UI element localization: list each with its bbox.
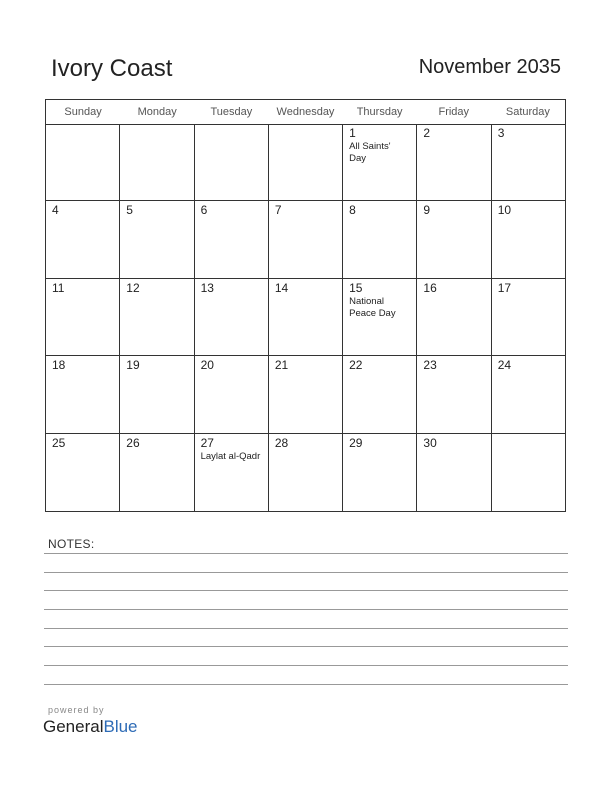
weekday-tuesday: Tuesday [210, 106, 253, 118]
day-number: 30 [423, 435, 437, 450]
powered-by-text: powered by [48, 705, 105, 715]
weekday-monday: Monday [137, 106, 177, 118]
day-cell [46, 279, 120, 355]
day-cell [417, 434, 491, 511]
holiday-label: Laylat al-Qadr [200, 450, 261, 462]
day-number: 15 [349, 280, 363, 295]
notes-label: NOTES: [48, 537, 95, 551]
day-cell [343, 434, 417, 511]
day-number: 26 [126, 435, 140, 450]
day-cell [120, 201, 194, 277]
weekday-header [46, 100, 565, 125]
day-number: 19 [126, 358, 140, 373]
day-cell [120, 124, 194, 200]
note-line [44, 590, 568, 591]
week-row [46, 434, 565, 511]
day-cell [269, 124, 343, 200]
day-cell [120, 356, 194, 432]
week-row [46, 201, 565, 278]
day-number: 3 [497, 126, 505, 140]
day-cell [492, 124, 565, 200]
note-line [44, 665, 568, 666]
day-cell [417, 279, 491, 355]
day-number: 21 [274, 358, 289, 373]
day-number: 16 [423, 280, 437, 295]
note-line [44, 553, 568, 554]
brand-general: General [43, 717, 104, 736]
day-cell [46, 434, 120, 511]
day-cell [343, 201, 417, 277]
brand-blue: Blue [103, 717, 138, 736]
day-cell [417, 124, 491, 200]
day-cell [46, 201, 120, 277]
day-number: 4 [52, 203, 59, 218]
day-cell [269, 356, 343, 432]
day-cell [343, 279, 417, 355]
day-number: 5 [126, 203, 133, 218]
month-year-title: November 2035 [418, 56, 561, 78]
note-line [44, 646, 568, 647]
day-number: 8 [349, 203, 356, 218]
weekday-saturday: Saturday [505, 106, 550, 118]
day-cell [269, 434, 343, 511]
day-cell [492, 201, 565, 277]
day-number: 13 [200, 280, 214, 295]
day-number: 10 [497, 203, 512, 218]
day-number: 6 [200, 203, 208, 218]
day-number: 17 [497, 280, 512, 295]
day-cell [492, 279, 565, 355]
week-row [46, 356, 565, 433]
days-grid [46, 124, 565, 511]
day-cell [46, 124, 120, 200]
country-title: Ivory Coast [51, 55, 173, 82]
day-number: 28 [274, 435, 289, 450]
day-cell [195, 124, 269, 200]
day-number: 14 [274, 280, 289, 295]
day-number: 12 [126, 280, 140, 295]
day-number: 27 [200, 435, 214, 450]
note-line [44, 609, 568, 610]
day-cell [492, 356, 565, 432]
day-number: 1 [349, 126, 356, 140]
day-number: 9 [423, 203, 431, 218]
day-number: 22 [349, 358, 363, 373]
day-cell [195, 279, 269, 355]
day-cell [417, 356, 491, 432]
weekday-thursday: Thursday [356, 106, 403, 118]
calendar-grid [45, 99, 566, 512]
day-cell [269, 279, 343, 355]
note-line [44, 572, 568, 573]
holiday-label: All Saints' Day [349, 141, 391, 164]
day-cell [195, 434, 269, 511]
day-cell [343, 124, 417, 200]
day-cell [269, 201, 343, 277]
week-row [46, 124, 565, 201]
week-row [46, 279, 565, 356]
day-cell [120, 434, 194, 511]
day-number: 24 [497, 358, 512, 373]
day-number: 18 [52, 358, 66, 373]
day-cell [46, 356, 120, 432]
note-line [44, 684, 568, 685]
weekday-friday: Friday [438, 106, 470, 118]
brand-logo [43, 717, 138, 737]
day-number: 7 [274, 203, 282, 218]
day-number: 23 [423, 358, 437, 373]
day-cell [195, 201, 269, 277]
day-number: 25 [52, 435, 66, 450]
day-cell [195, 356, 269, 432]
note-line [44, 628, 568, 629]
day-cell [120, 279, 194, 355]
day-cell [417, 201, 491, 277]
weekday-sunday: Sunday [64, 106, 102, 118]
day-cell [343, 356, 417, 432]
day-number: 29 [349, 435, 363, 450]
day-number: 11 [52, 280, 65, 295]
weekday-wednesday: Wednesday [276, 106, 335, 118]
day-cell [492, 434, 565, 511]
holiday-label: National Peace Day [349, 295, 396, 319]
day-number: 2 [423, 126, 431, 140]
day-number: 20 [200, 358, 214, 373]
